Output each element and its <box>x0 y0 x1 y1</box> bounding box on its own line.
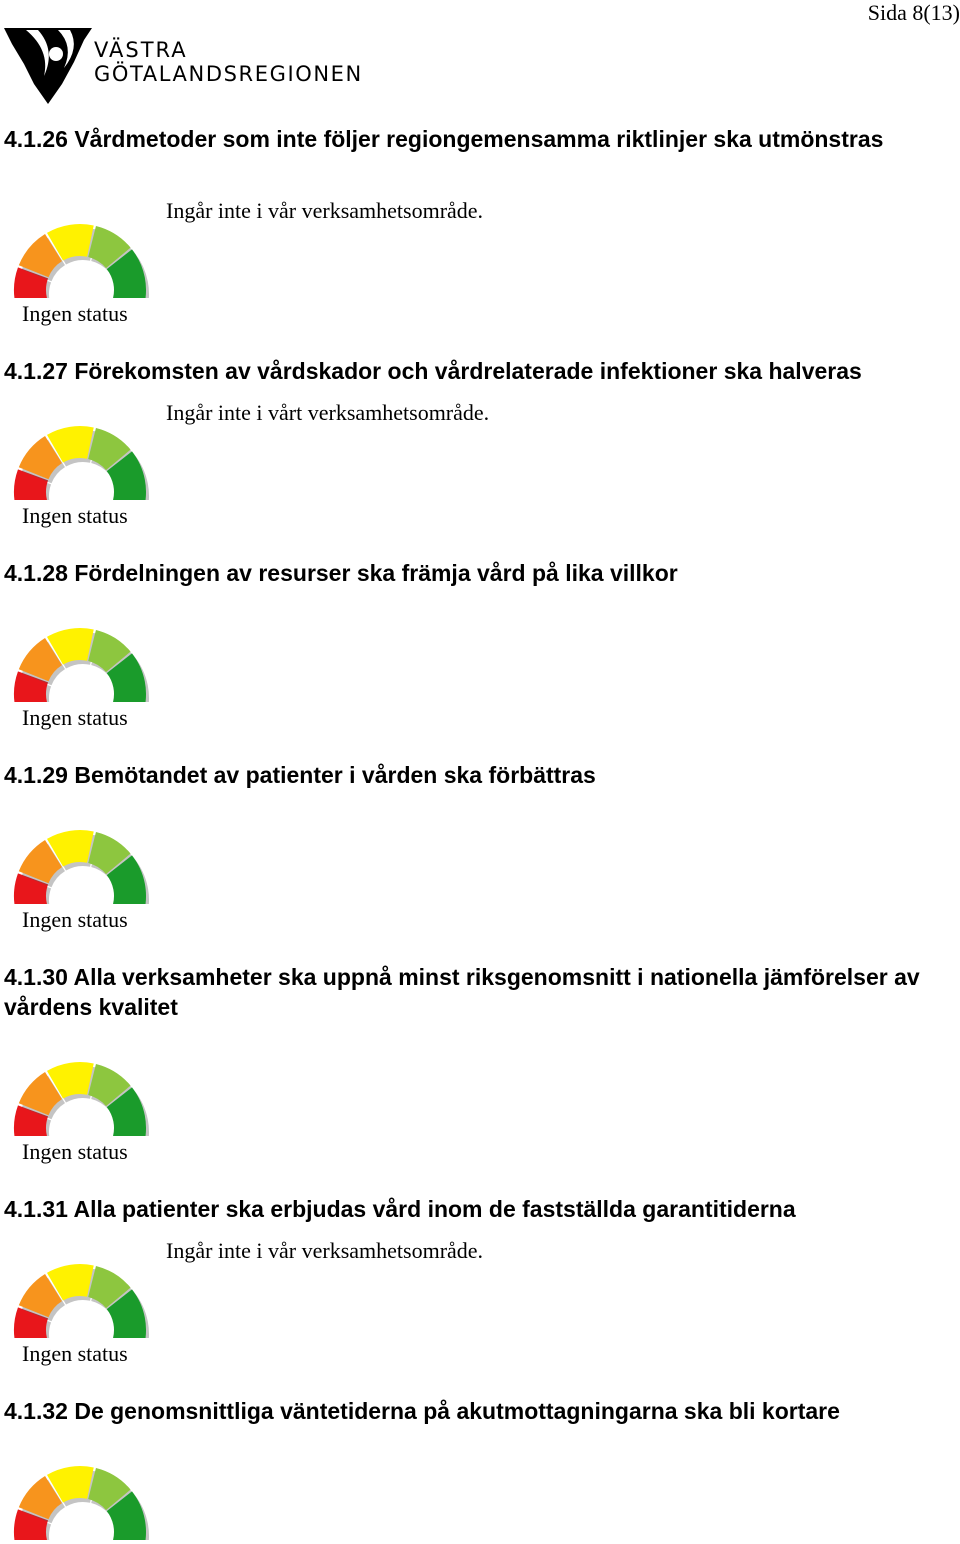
status-label: Ingen status <box>22 1341 128 1366</box>
goal-heading: 4.1.29 Bemötandet av patienter i vården ska förbättras <box>4 762 596 788</box>
status-label: Ingen status <box>22 1139 128 1164</box>
goal-heading: 4.1.28 Fördelningen av resurser ska främja vård på lika villkor <box>4 560 678 586</box>
goal-heading: 4.1.27 Förekomsten av vårdskador och vårdrelaterade infektioner ska halveras <box>4 358 862 384</box>
logo-mark-icon <box>4 24 94 108</box>
vastra-gotalandsregionen-logo <box>4 24 394 108</box>
status-gauge-icon <box>10 202 154 298</box>
goal-heading: 4.1.31 Alla patienter ska erbjudas vård inom de fastställda garantitiderna <box>4 1196 796 1222</box>
status-gauge-icon <box>10 1040 154 1136</box>
status-label: Ingen status <box>22 301 128 326</box>
status-label: Ingen status <box>22 503 128 528</box>
goal-heading: 4.1.26 Vårdmetoder som inte följer regiongemensamma riktlinjer ska utmönstras <box>4 126 884 152</box>
status-gauge-icon <box>10 1444 154 1540</box>
logo-text-line1: VÄSTRA <box>94 38 188 62</box>
status-gauge-icon <box>10 404 154 500</box>
status-label: Ingen status <box>22 705 128 730</box>
status-gauge-icon <box>10 1242 154 1338</box>
goal-note: Ingår inte i vårt verksamhetsområde. <box>166 400 490 425</box>
goal-note: Ingår inte i vår verksamhetsområde. <box>166 198 484 223</box>
status-label: Ingen status <box>22 907 128 932</box>
goal-heading: 4.1.32 De genomsnittliga väntetiderna på akutmottagningarna ska bli kortare <box>4 1398 840 1424</box>
goal-heading: 4.1.30 Alla verksamheter ska uppnå minst riksgenomsnitt i nationella jämförelser av vårdens kvalitet <box>4 964 920 1020</box>
page-number: Sida 8(13) <box>867 0 960 25</box>
status-gauge-icon <box>10 606 154 702</box>
status-gauge-icon <box>10 808 154 904</box>
logo-text-line2: GÖTALANDSREGIONEN <box>94 62 363 86</box>
goal-note: Ingår inte i vår verksamhetsområde. <box>166 1238 484 1263</box>
